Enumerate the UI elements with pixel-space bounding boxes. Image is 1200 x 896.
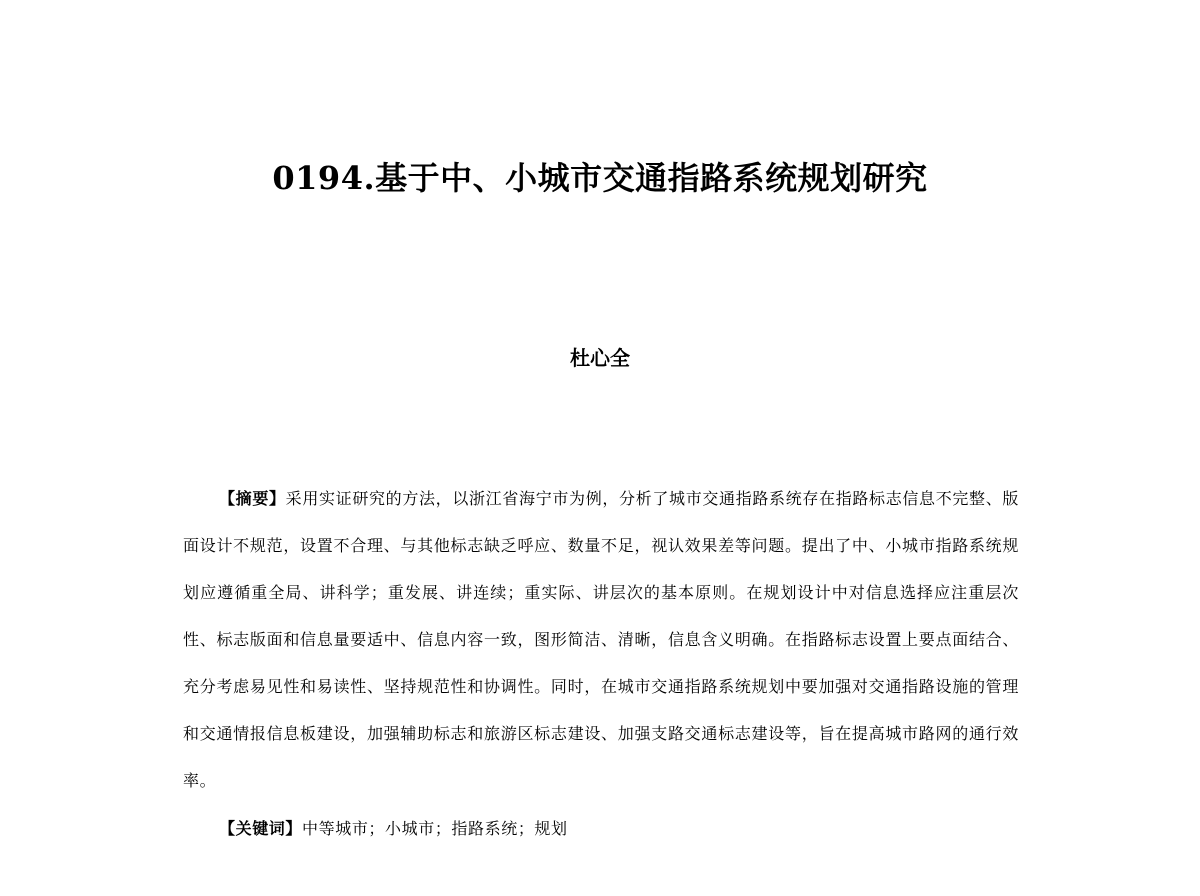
paper-title: 0194.基于中、小城市交通指路系统规划研究 (272, 159, 928, 197)
author-name: 杜心全 (570, 346, 630, 370)
abstract-label: 【摘要】 (219, 489, 286, 508)
keywords-text: 中等城市；小城市；指路系统；规划 (302, 819, 568, 838)
abstract-paragraph (183, 475, 1019, 804)
keywords-paragraph (183, 805, 1019, 852)
abstract-text: 采用实证研究的方法，以浙江省海宁市为例，分析了城市交通指路系统存在指路标志信息不完整、版面设计不规范，设置不合理、与其他标志缺乏呼应、数量不足，视认效果差等问题。提出了中、小城市指路系统规划应遵循重全局、讲科学；重发展、讲连续；重实际、讲层次的基本原则。在规划设计中对信息选择应注重层次性、标志版面和信息量要适中、信息内容一致，图形简洁、清晰，信息含义明确。在指路标志设置上要点面结合、充分考虑易见性和易读性、坚持规范性和协调性。同时，在城市交通指路系统规划中要加强对交通指路设施的管理和交通情报信息板建设，加强辅助标志和旅游区标志建设、加强支路交通标志建设等，旨在提高城市路网的通行效率。 (183, 489, 1019, 790)
keywords-label: 【关键词】 (219, 819, 303, 838)
